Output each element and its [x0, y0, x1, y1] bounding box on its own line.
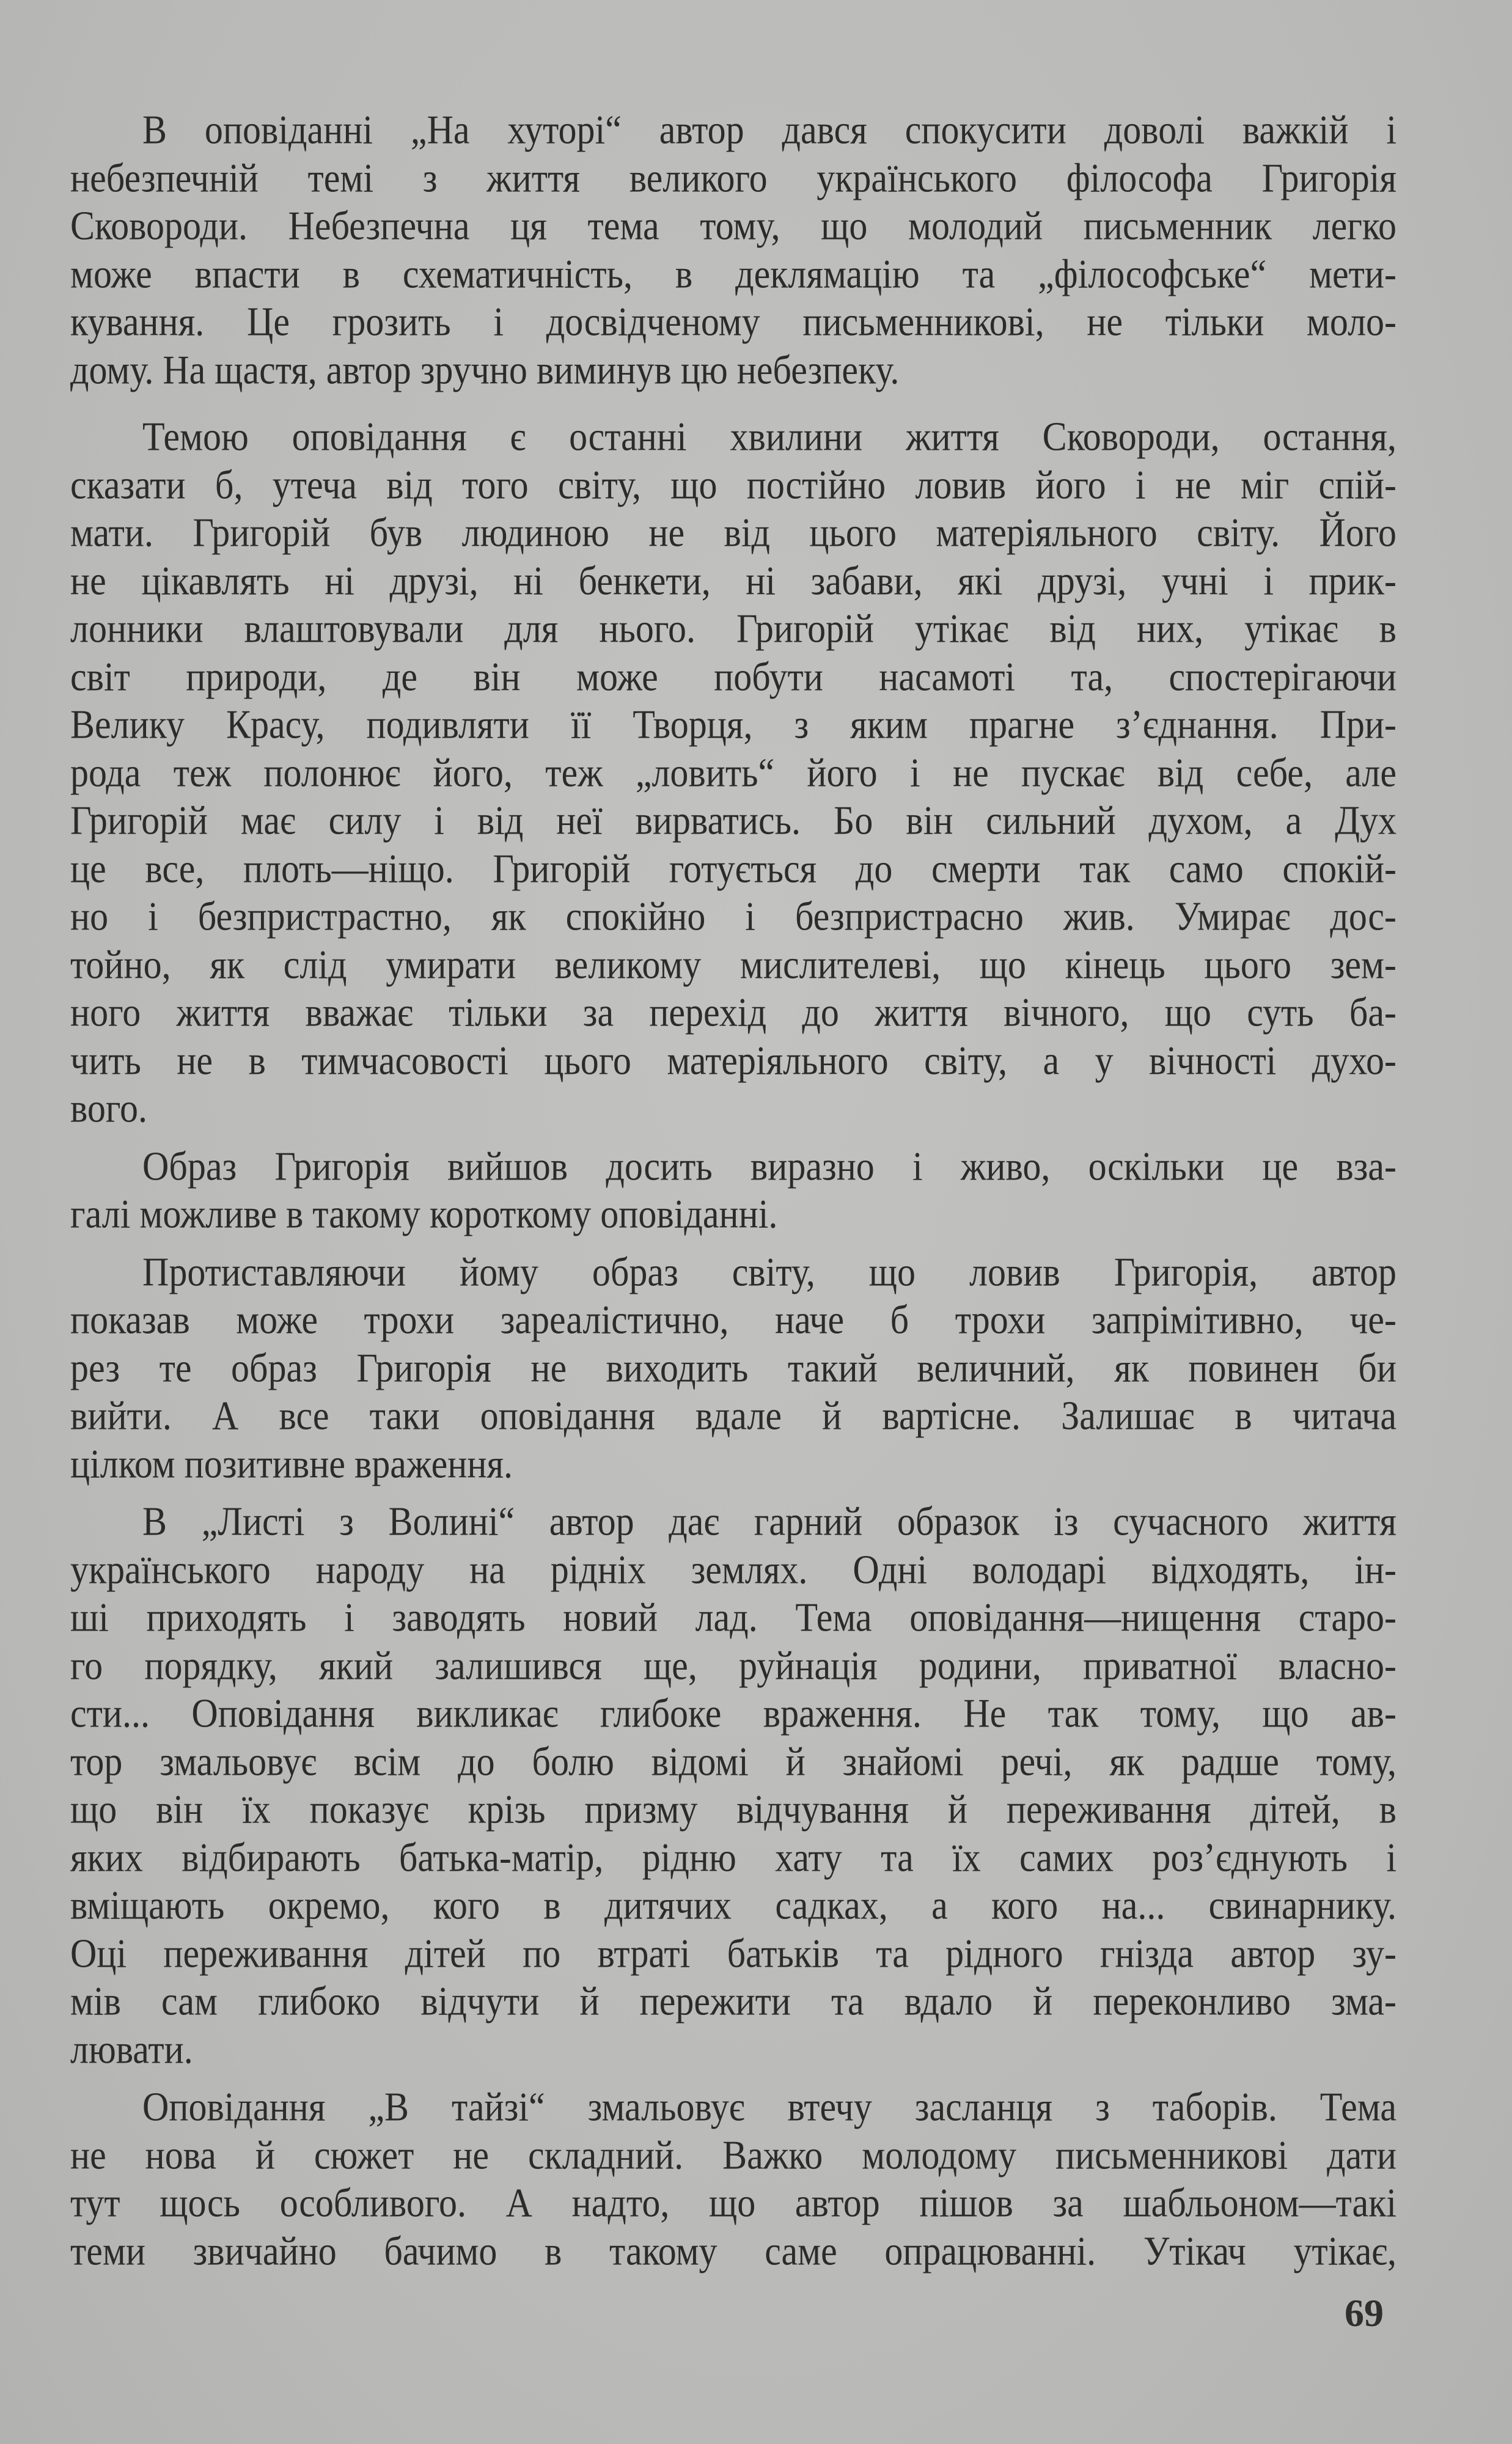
text-line: В „Листі з Волині“ автор дає гарний образок із сучасного життя — [142, 1499, 1396, 1544]
text-line: вміщають окремо, кого в дитячих садках, а кого на... свинарнику. — [70, 1882, 1396, 1928]
text-line: кування. Це грозить і досвідченому письменникові, не тільки моло- — [70, 299, 1396, 344]
text-line: небезпечній темі з життя великого українського філософа Григорія — [70, 155, 1396, 200]
text-line: лювати. — [70, 2026, 193, 2072]
text-line: лонники влаштовували для нього. Григорій утікає від них, утікає в — [70, 606, 1396, 651]
text-line: вого. — [70, 1085, 148, 1131]
text-line: ного життя вважає тільки за перехід до життя вічного, що суть ба- — [70, 989, 1396, 1035]
paragraph — [70, 413, 1396, 1132]
text-line: яких відбирають батька-матір, рідню хату та їх самих роз’єднують і — [70, 1834, 1396, 1880]
text-line: сказати б, утеча від того світу, що постійно ловив його і не міг спій- — [70, 461, 1396, 507]
text-line: го порядку, який залишився ще, руйнація родини, приватної власно- — [70, 1642, 1396, 1688]
text-line: теми звичайно бачимо в такому саме опрацюванні. Утікач утікає, — [70, 2228, 1396, 2273]
text-line: ші приходять і заводять новий лад. Тема оповідання—нищення старо- — [70, 1594, 1396, 1640]
text-line: Оповідання „В тайзі“ змальовує втечу засланця з таборів. Тема — [142, 2084, 1396, 2129]
text-line: но і безпристрастно, як спокійно і безпристрасно жив. Умирає дос- — [70, 894, 1396, 939]
text-line: вийти. А все таки оповідання вдале й вартісне. Залишає в читача — [70, 1393, 1396, 1438]
text-line: показав може трохи зареалістично, наче б трохи запрімітивно, че- — [70, 1297, 1396, 1342]
text-line: сти... Оповідання викликає глибоке враження. Не так тому, що ав- — [70, 1690, 1396, 1736]
text-line: цілком позитивне враження. — [70, 1440, 513, 1486]
text-line: це все, плоть—ніщо. Григорій готується до смерти так само спокій- — [70, 845, 1396, 891]
text-line: дому. На щастя, автор зручно виминув цю небезпеку. — [70, 347, 900, 392]
paragraph — [70, 2083, 1396, 2275]
text-line: Велику Красу, подивляти її Творця, з яким прагне з’єднання. При- — [70, 702, 1396, 747]
text-line: не нова й сюжет не складний. Важко молодому письменникові дати — [70, 2132, 1396, 2178]
text-line: Григорій має силу і від неї вирватись. Бо він сильний духом, а Дух — [70, 798, 1396, 843]
text-line: В оповіданні „На хуторі“ автор дався спокусити доволі важкій і — [142, 107, 1396, 152]
text-line: Темою оповідання є останні хвилини життя Сковороди, остання, — [142, 414, 1396, 459]
text-line: чить не в тимчасовості цього матеріяльного світу, а у вічності духо- — [70, 1037, 1396, 1083]
text-line: Оці переживання дітей по втраті батьків та рідного гнізда автор зу- — [70, 1930, 1396, 1976]
page-number: 69 — [1345, 2291, 1384, 2335]
paragraph — [70, 1142, 1396, 1238]
text-line: галі можливе в такому короткому оповіданні. — [70, 1191, 778, 1236]
text-line: що він їх показує крізь призму відчування й переживання дітей, в — [70, 1786, 1396, 1832]
text-line: Образ Григорія вийшов досить виразно і живо, оскільки це вза- — [142, 1143, 1396, 1189]
text-line: рез те образ Григорія не виходить такий величний, як повинен би — [70, 1345, 1396, 1390]
text-line: мати. Григорій був людиною не від цього матеріяльного світу. Його — [70, 510, 1396, 555]
text-line: українського народу на рідніх землях. Одні володарі відходять, ін- — [70, 1546, 1396, 1592]
text-line: Сковороди. Небезпечна ця тема тому, що молодий письменник легко — [70, 203, 1396, 248]
text-line: мів сам глибоко відчути й пережити та вдало й переконливо зма- — [70, 1978, 1396, 2024]
page-body — [70, 106, 1396, 2275]
paragraph — [70, 1497, 1396, 2073]
text-line: не цікавлять ні друзі, ні бенкети, ні забави, які друзі, учні і прик- — [70, 557, 1396, 603]
text-line: може впасти в схематичність, в деклямацію та „філософське“ мети- — [70, 251, 1396, 296]
paragraph — [70, 1248, 1396, 1488]
paragraph — [70, 106, 1396, 394]
text-line: тор змальовує всім до болю відомі й знайомі речі, як радше тому, — [70, 1738, 1396, 1784]
text-line: рода теж полонює його, теж „ловить“ його і не пускає від себе, але — [70, 749, 1396, 795]
text-line: Протиставляючи йому образ світу, що ловив Григорія, автор — [142, 1249, 1396, 1294]
text-line: тойно, як слід умирати великому мислителеві, що кінець цього зем- — [70, 941, 1396, 987]
text-line: тут щось особливого. А надто, що автор пішов за шабльоном—такі — [70, 2180, 1396, 2225]
text-line: світ природи, де він може побути насамоті та, спостерігаючи — [70, 653, 1396, 699]
